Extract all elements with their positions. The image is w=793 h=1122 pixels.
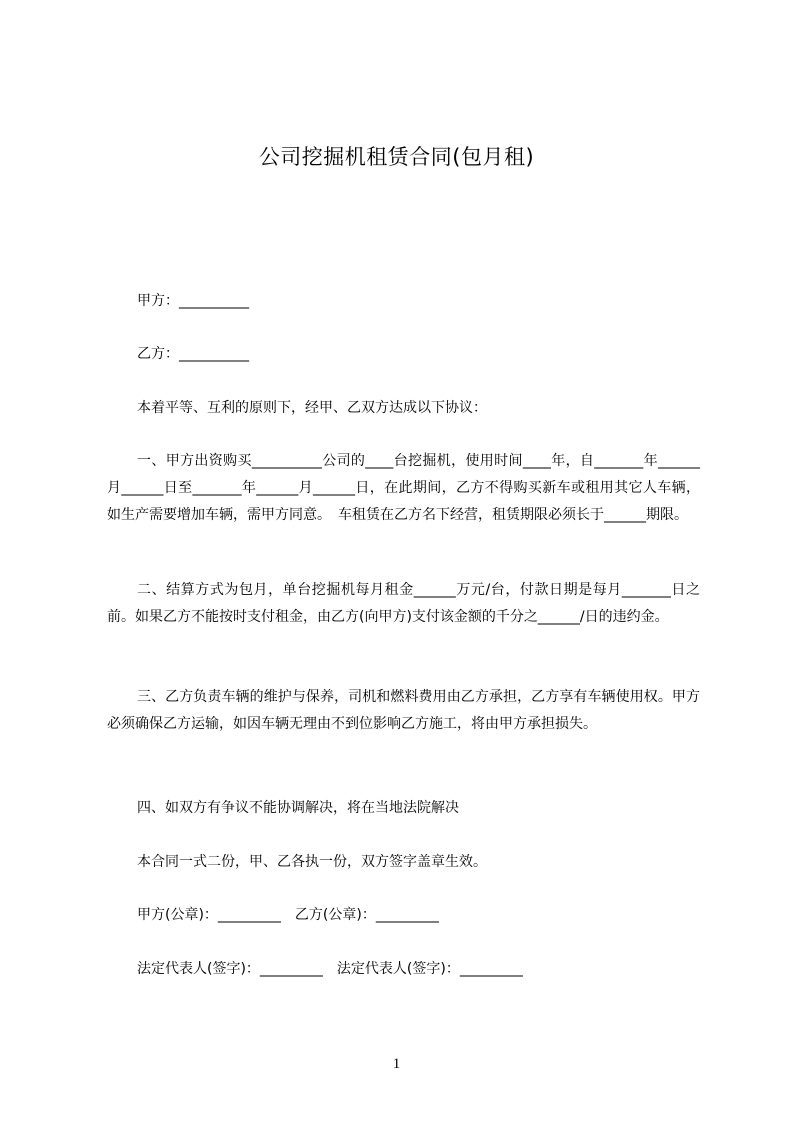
clause-1-paragraph: 一、甲方出资购买__________公司的____台挖掘机，使用时间____年，自_______年______月______日至_______年______月______日，在此期间，乙方不得购买新车或租用其它人车辆，如生产需要增加车辆，需甲方同意。 车租赁在乙方名下经营，租赁期限必须长于______期限。 — [107, 453, 700, 523]
clause-3-paragraph: 三、乙方负责车辆的维护与保养，司机和燃料费用由乙方承担，乙方享有车辆使用权。甲方必须确保乙方运输，如因车辆无理由不到位影响乙方施工，将由甲方承担损失。 — [107, 689, 700, 732]
party-b-line: 乙方：__________ — [137, 346, 249, 362]
clause-2-paragraph: 二、结算方式为包月，单台挖掘机每月租金______万元/台，付款日期是每月_______日之前。如果乙方不能按时支付租金，由乙方(向甲方)支付该金额的千分之______/日的违约金。 — [107, 582, 700, 625]
seal-signature-line: 甲方(公章)：_________ 乙方(公章)：_________ — [137, 907, 439, 923]
representative-signature-line: 法定代表人(签字)：_________ 法定代表人(签字)：_________ — [137, 961, 523, 977]
intro-paragraph: 本着平等、互利的原则下，经甲、乙双方达成以下协议： — [137, 400, 487, 416]
clause-4-paragraph: 四、如双方有争议不能协调解决，将在当地法院解决 — [137, 800, 459, 816]
document-title: 公司挖掘机租赁合同(包月租) — [258, 145, 535, 169]
copies-paragraph: 本合同一式二份，甲、乙各执一份，双方签字盖章生效。 — [137, 854, 487, 870]
party-a-line: 甲方：__________ — [137, 293, 249, 309]
page-number: 1 — [392, 1056, 401, 1072]
